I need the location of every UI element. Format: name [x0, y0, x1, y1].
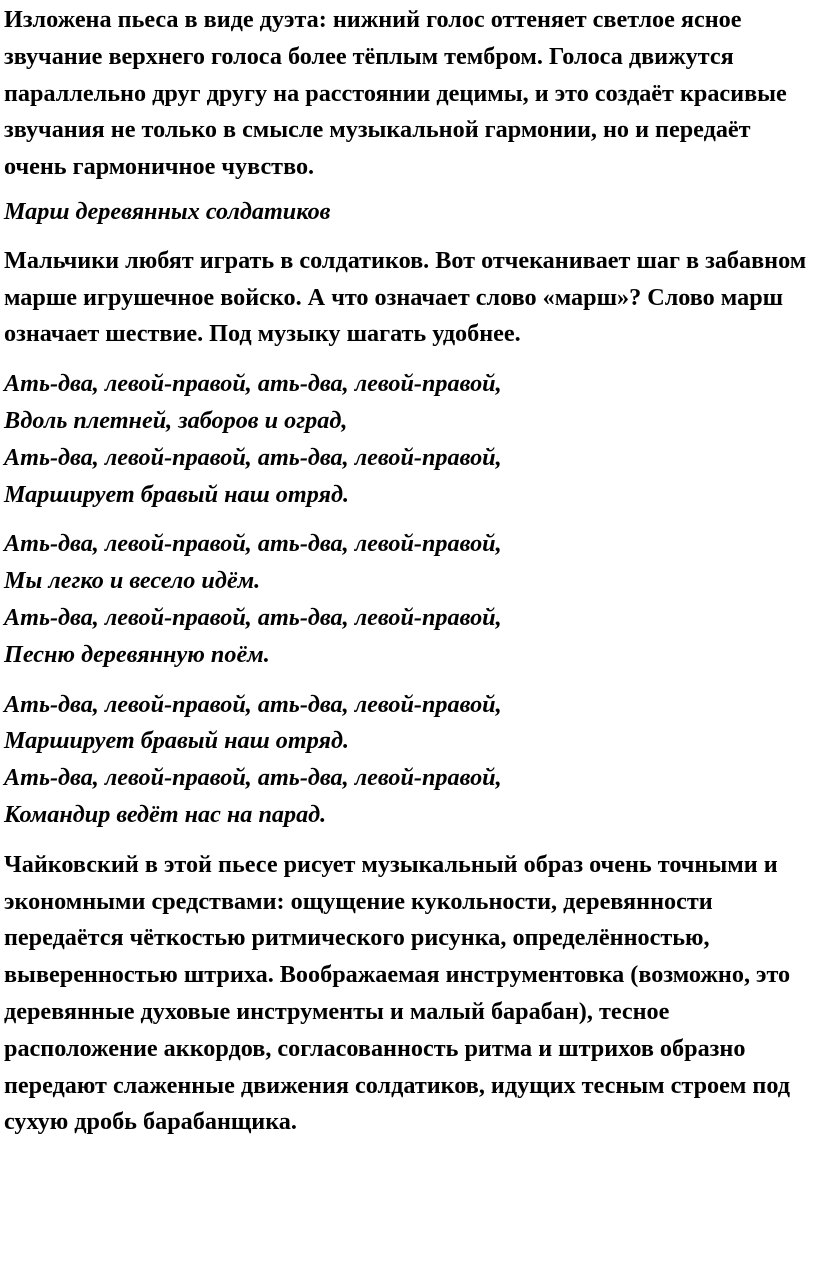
verse-1 [4, 366, 810, 513]
piece-title: Марш деревянных солдатиков [4, 197, 331, 225]
verse-line: Вдоль плетней, заборов и оград, [4, 406, 348, 434]
verse-line: Ать-два, левой-правой, ать-два, левой-правой, [4, 443, 502, 471]
document-page [4, 2, 810, 1141]
verse-line: Марширует бравый наш отряд. [4, 480, 349, 508]
verse-line: Ать-два, левой-правой, ать-два, левой-правой, [4, 764, 502, 792]
verse-2 [4, 526, 810, 673]
verse-line: Песню деревянную поём. [4, 640, 270, 668]
verse-line: Командир ведёт нас на парад. [4, 800, 327, 828]
verse-line: Ать-два, левой-правой, ать-два, левой-правой, [4, 370, 502, 398]
verse-line: Мы легко и весело идём. [4, 567, 261, 595]
verse-line: Ать-два, левой-правой, ать-два, левой-правой, [4, 690, 502, 718]
intro-paragraph: Изложена пьеса в виде дуэта: нижний голос оттеняет светлое ясное звучание верхнего голоса более тёплым тембром. Голоса движутся параллельно друг другу на расстоянии децимы, и это создаёт красивые звучания не только в смысле музыкальной гармонии, но и передаёт очень гармоничное чувство. [4, 6, 787, 181]
verse-line: Марширует бравый наш отряд. [4, 727, 349, 755]
verse-3 [4, 687, 810, 834]
verse-line: Ать-два, левой-правой, ать-два, левой-правой, [4, 530, 502, 558]
march-paragraph: Мальчики любят играть в солдатиков. Вот отчеканивает шаг в забавном марше игрушечное войско. А что означает слово «марш»? Слово марш означает шествие. Под музыку шагать удобнее. [4, 246, 807, 348]
closing-paragraph: Чайковский в этой пьесе рисует музыкальный образ очень точными и экономными средствами: ощущение кукольности, деревянности передаётся чёткостью ритмического рисунка, определённостью, выверенностью штриха. Воображаемая инструментовка (возможно, это деревянные духовые инструменты и малый барабан), тесное расположение аккордов, согласованность ритма и штрихов образно передают слаженные движения солдатиков, идущих тесным строем под сухую дробь барабанщика. [4, 850, 791, 1136]
verse-line: Ать-два, левой-правой, ать-два, левой-правой, [4, 603, 502, 631]
